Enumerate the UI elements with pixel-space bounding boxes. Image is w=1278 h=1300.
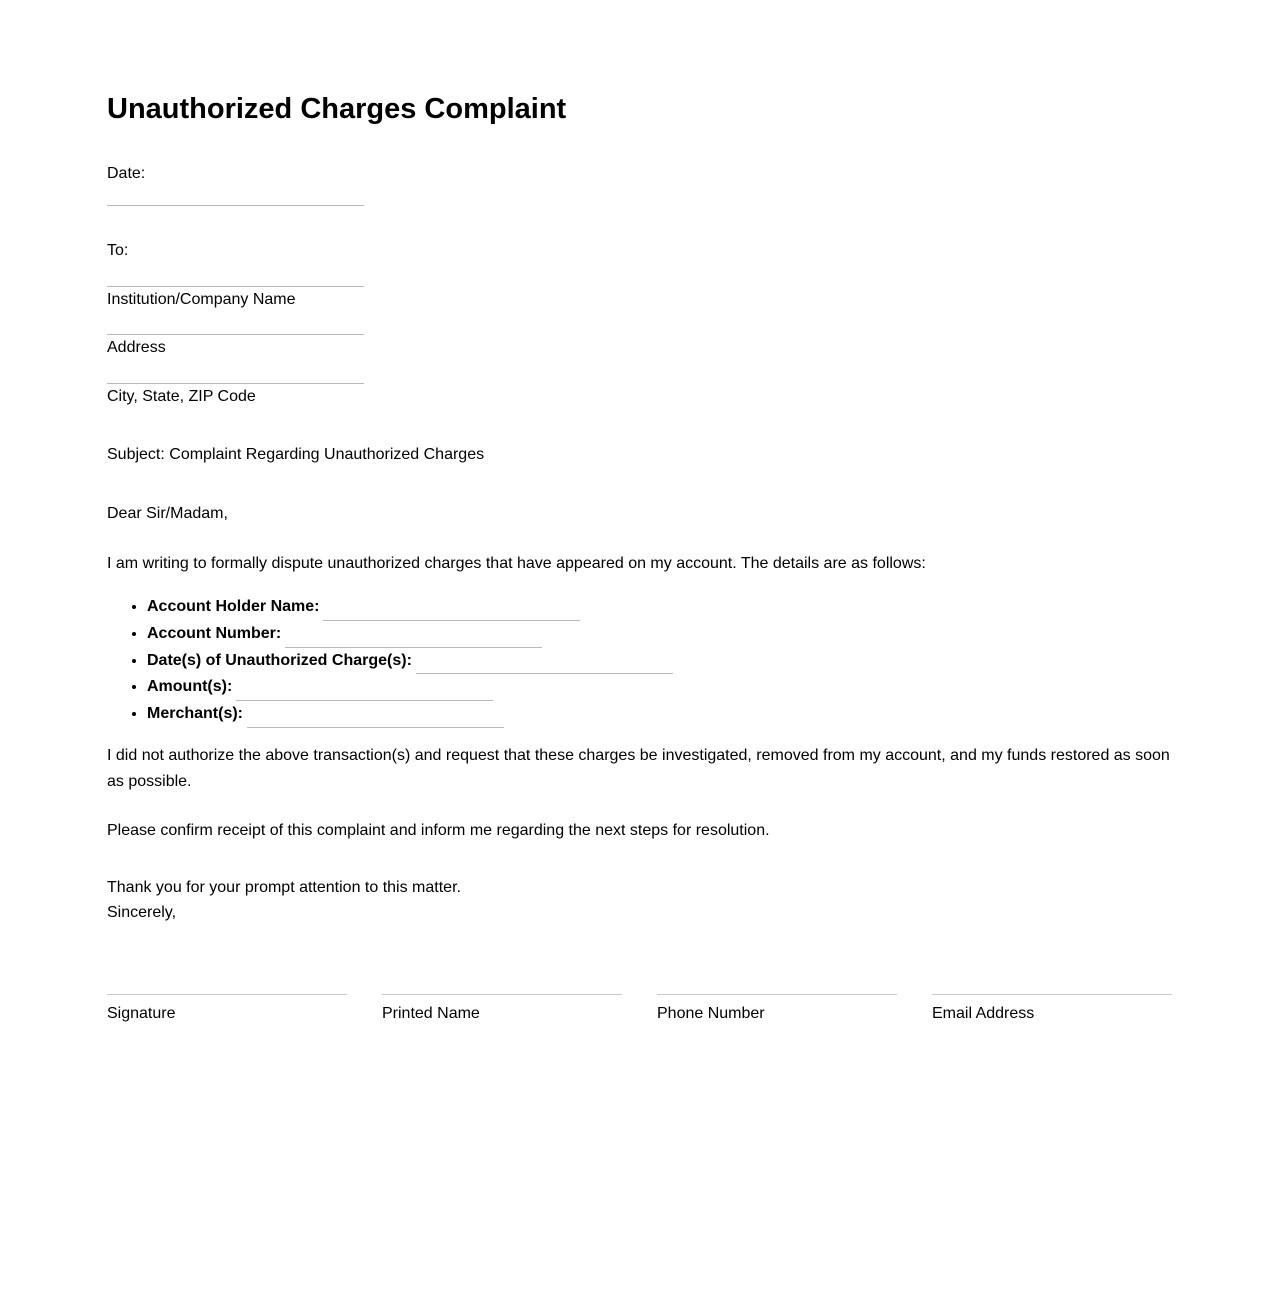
intro-paragraph: I am writing to formally dispute unauthorized charges that have appeared on my account. The details are as follows: bbox=[107, 554, 926, 572]
amounts-input[interactable] bbox=[236, 684, 493, 701]
salutation: Dear Sir/Madam, bbox=[107, 504, 228, 522]
email-address-input[interactable] bbox=[932, 968, 1172, 995]
signature-label: Signature bbox=[107, 1005, 176, 1023]
charge-dates-label: Date(s) of Unauthorized Charge(s): bbox=[147, 651, 412, 669]
institution-name-caption: Institution/Company Name bbox=[107, 290, 296, 308]
detail-item-charge-dates bbox=[147, 648, 1172, 675]
detail-item-merchants bbox=[147, 701, 1172, 728]
printed-name-label: Printed Name bbox=[382, 1005, 480, 1023]
merchants-label: Merchant(s): bbox=[147, 705, 244, 723]
account-holder-name-input[interactable] bbox=[323, 604, 580, 621]
email-address-label: Email Address bbox=[932, 1005, 1035, 1023]
closing-signoff: Sincerely, bbox=[107, 904, 177, 922]
account-holder-name-label: Account Holder Name: bbox=[147, 598, 320, 616]
account-number-input[interactable] bbox=[285, 631, 542, 648]
signature-input[interactable] bbox=[107, 968, 347, 995]
city-state-zip-caption: City, State, ZIP Code bbox=[107, 387, 256, 405]
detail-item-account-number bbox=[147, 621, 1172, 648]
confirm-receipt-paragraph: Please confirm receipt of this complaint and inform me regarding the next steps for resolution. bbox=[107, 822, 770, 840]
phone-number-field-group bbox=[657, 968, 897, 1027]
detail-item-amounts bbox=[147, 674, 1172, 701]
closing-thanks: Thank you for your prompt attention to this matter. bbox=[107, 878, 461, 896]
detail-fields-list bbox=[107, 594, 1172, 728]
merchants-input[interactable] bbox=[247, 711, 504, 728]
detail-item-account-holder-name bbox=[147, 594, 1172, 621]
signature-row bbox=[107, 968, 1172, 1027]
account-number-label: Account Number: bbox=[147, 624, 282, 642]
phone-number-input[interactable] bbox=[657, 968, 897, 995]
address-caption: Address bbox=[107, 339, 166, 357]
closing-block bbox=[107, 875, 1172, 926]
dispute-paragraph: I did not authorize the above transaction(s) and request that these charges be investigated, removed from my account, and my funds restored as soon as possible. bbox=[107, 747, 1170, 790]
amounts-label: Amount(s): bbox=[147, 678, 233, 696]
date-input[interactable] bbox=[107, 187, 364, 206]
subject-line: Subject: Complaint Regarding Unauthorized Charges bbox=[107, 446, 485, 464]
institution-name-input[interactable] bbox=[107, 264, 364, 287]
charge-dates-input[interactable] bbox=[416, 657, 673, 674]
printed-name-input[interactable] bbox=[382, 968, 622, 995]
to-label: To: bbox=[107, 241, 129, 259]
address-input[interactable] bbox=[107, 312, 364, 335]
email-address-field-group bbox=[932, 968, 1172, 1027]
page-title: Unauthorized Charges Complaint bbox=[107, 93, 567, 125]
signature-field-group bbox=[107, 968, 347, 1027]
phone-number-label: Phone Number bbox=[657, 1005, 765, 1023]
recipient-field-group bbox=[107, 238, 1172, 409]
city-state-zip-input[interactable] bbox=[107, 361, 364, 384]
date-field-group bbox=[107, 161, 1172, 206]
date-label: Date: bbox=[107, 165, 146, 183]
printed-name-field-group bbox=[382, 968, 622, 1027]
